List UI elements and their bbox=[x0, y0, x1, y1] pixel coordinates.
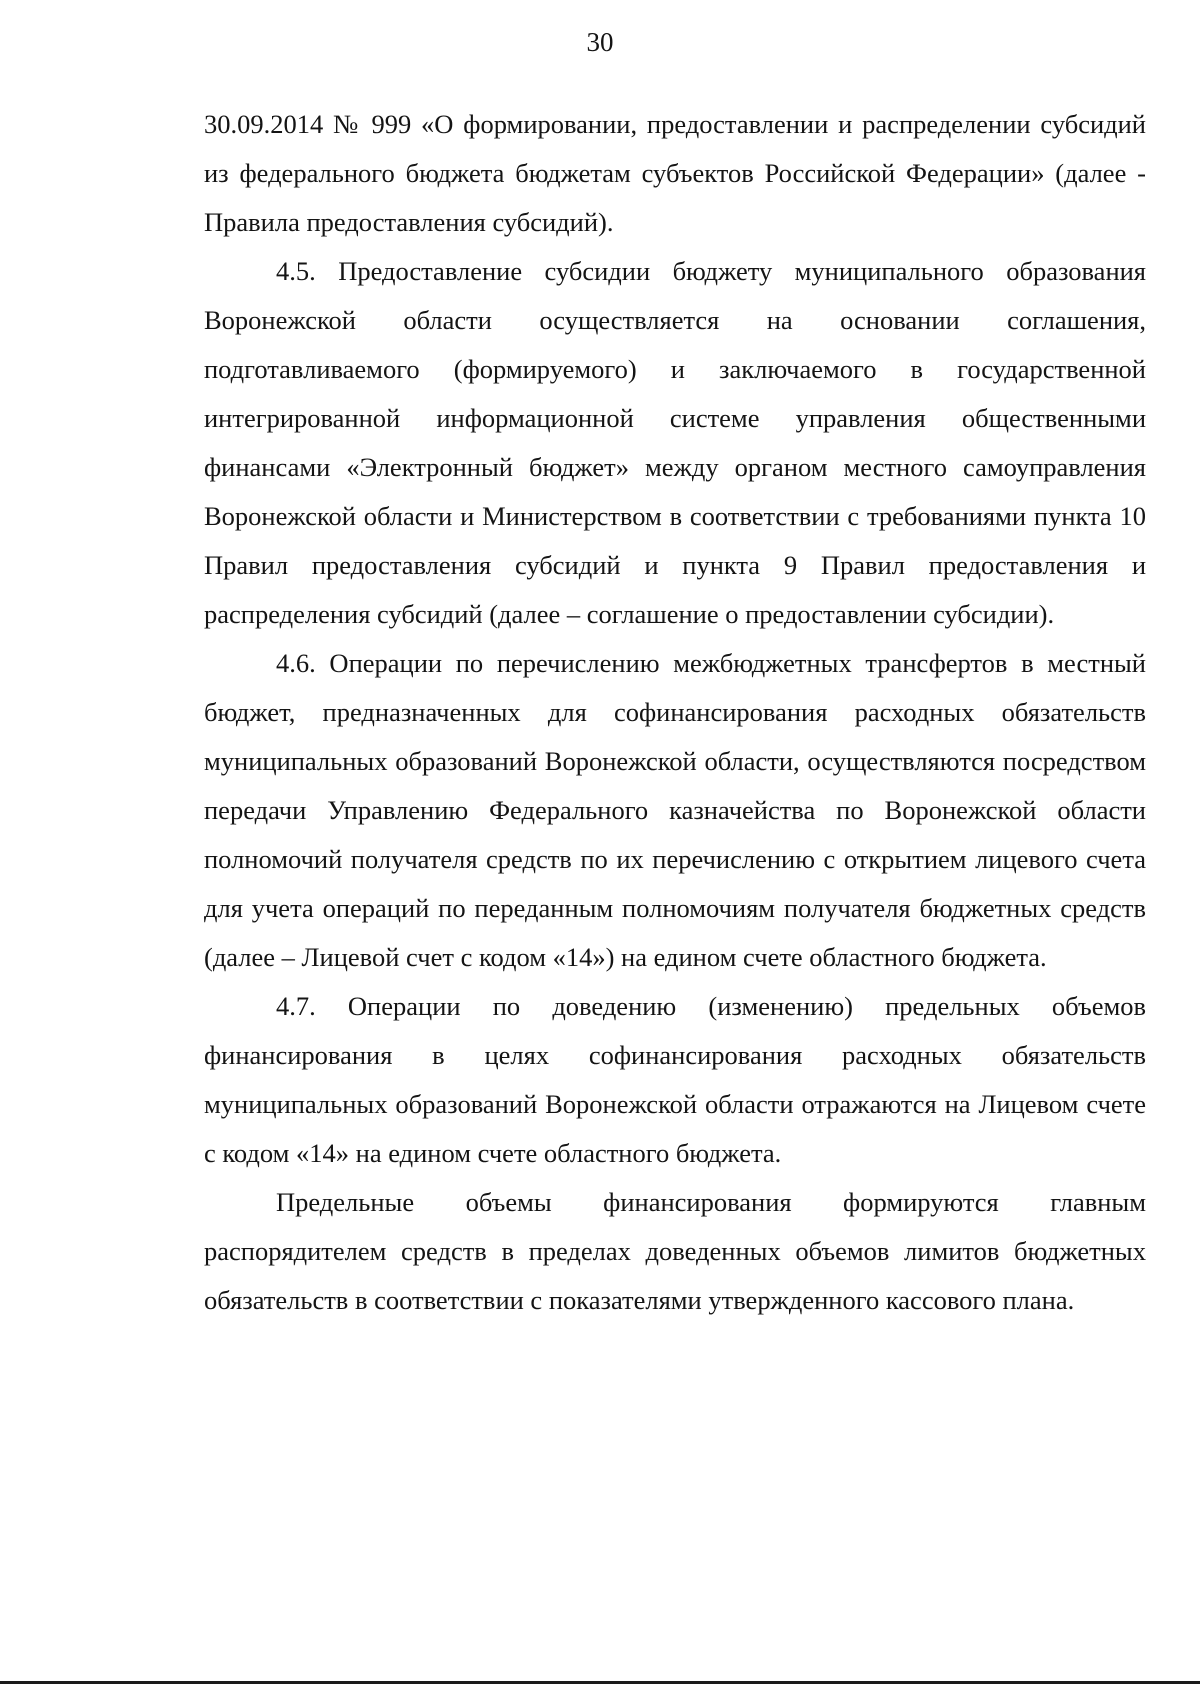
paragraph-limits: Предельные объемы финансирования формируются главным распорядителем средств в пределах доведенных объемов лимитов бюджетных обязательств в соответствии с показателями утвержденного кассового плана. bbox=[204, 1187, 1146, 1315]
scan-bottom-edge-line bbox=[0, 1681, 1200, 1684]
page-number: 30 bbox=[586, 27, 614, 57]
paragraph-4-7: 4.7. Операции по доведению (изменению) предельных объемов финансирования в целях софинансирования расходных обязательств муниципальных образований Воронежской области отражаются на Лицевом счете с кодом «14» на едином счете областного бюджета. bbox=[204, 991, 1146, 1168]
paragraph-4-5: 4.5. Предоставление субсидии бюджету муниципального образования Воронежской области осуществляется на основании соглашения, подготавливаемого (формируемого) и заключаемого в государственной интегрированной информационной системе управления общественными финансами «Электронный бюджет» между органом местного самоуправления Воронежской области и Министерством в соответствии с требованиями пункта 10 Правил предоставления субсидий и пункта 9 Правил предоставления и распределения субсидий (далее – соглашение о предоставлении субсидии). bbox=[204, 256, 1146, 629]
document-body bbox=[204, 100, 1146, 1325]
paragraph-continued: 30.09.2014 № 999 «О формировании, предоставлении и распределении субсидий из федерального бюджета бюджетам субъектов Российской Федерации» (далее - Правила предоставления субсидий). bbox=[204, 109, 1146, 237]
paragraph-4-6: 4.6. Операции по перечислению межбюджетных трансфертов в местный бюджет, предназначенных для софинансирования расходных обязательств муниципальных образований Воронежской области, осуществляются посредством передачи Управлению Федерального казначейства по Воронежской области полномочий получателя средств по их перечислению с открытием лицевого счета для учета операций по переданным полномочиям получателя бюджетных средств (далее – Лицевой счет с кодом «14») на едином счете областного бюджета. bbox=[204, 648, 1146, 972]
